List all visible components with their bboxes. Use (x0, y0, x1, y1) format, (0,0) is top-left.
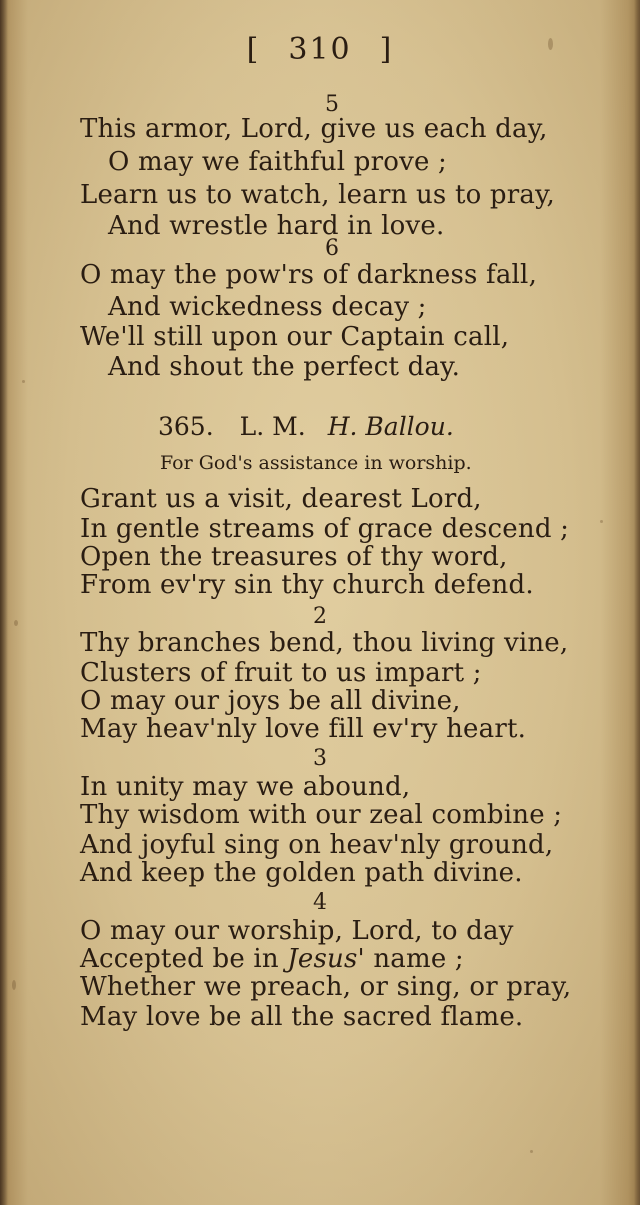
paper-fleck (12, 980, 16, 990)
page-header (0, 32, 640, 67)
verse-line: And wickedness decay ; (108, 292, 427, 322)
verse-line: We'll still upon our Captain call, (80, 322, 510, 352)
verse-text: name ; (364, 944, 464, 974)
verse-number: 4 (313, 890, 327, 915)
verse-line: Thy wisdom with our zeal combine ; (80, 800, 563, 830)
verse-line: Thy branches bend, thou living vine, (80, 628, 569, 658)
paper-fleck (14, 620, 18, 626)
paper-fleck (22, 380, 25, 383)
verse-line: And shout the perfect day. (108, 352, 461, 382)
verse-line: In gentle streams of grace descend ; (80, 514, 570, 544)
verse-line: From ev'ry sin thy church defend. (80, 570, 534, 600)
verse-line: And wrestle hard in love. (108, 211, 445, 241)
verse-line: O may we faithful prove ; (108, 147, 448, 177)
page-number: 310 (288, 32, 352, 67)
verse-line: Learn us to watch, learn us to pray, (80, 180, 555, 210)
verse-line: O may our worship, Lord, to day (80, 916, 514, 946)
verse-line: Clusters of fruit to us impart ; (80, 658, 482, 688)
verse-line: In unity may we abound, (80, 772, 411, 802)
verse-line: And keep the golden path divine. (80, 858, 523, 888)
verse-line: Whether we preach, or sing, or pray, (80, 972, 572, 1002)
hymn-heading (158, 412, 454, 441)
hymn-author: H. Ballou. (327, 412, 454, 441)
hymn-title: For God's assistance in worship. (160, 452, 472, 474)
verse-line (80, 944, 464, 974)
verse-number: 6 (325, 236, 339, 261)
verse-line: May heav'nly love fill ev'ry heart. (80, 714, 527, 744)
verse-line: O may the pow'rs of darkness fall, (80, 260, 538, 290)
verse-line: This armor, Lord, give us each day, (80, 114, 548, 144)
header-left-bracket: [ (246, 32, 261, 67)
verse-line: O may our joys be all divine, (80, 686, 461, 716)
verse-line: May love be all the sacred flame. (80, 1002, 524, 1032)
verse-text: Accepted be in (80, 944, 288, 974)
verse-name-jesus: Jesus' (287, 944, 365, 974)
verse-line: Open the treasures of thy word, (80, 542, 508, 572)
hymn-meter: L. M. (239, 412, 306, 441)
verse-number: 3 (313, 746, 327, 771)
verse-number: 2 (313, 604, 327, 629)
header-right-bracket: ] (379, 32, 394, 67)
hymn-number: 365. (158, 412, 214, 441)
verse-line: And joyful sing on heav'nly ground, (80, 830, 554, 860)
paper-fleck (600, 520, 603, 523)
paper-fleck (530, 1150, 533, 1153)
verse-line: Grant us a visit, dearest Lord, (80, 484, 482, 514)
verse-number: 5 (325, 92, 339, 117)
